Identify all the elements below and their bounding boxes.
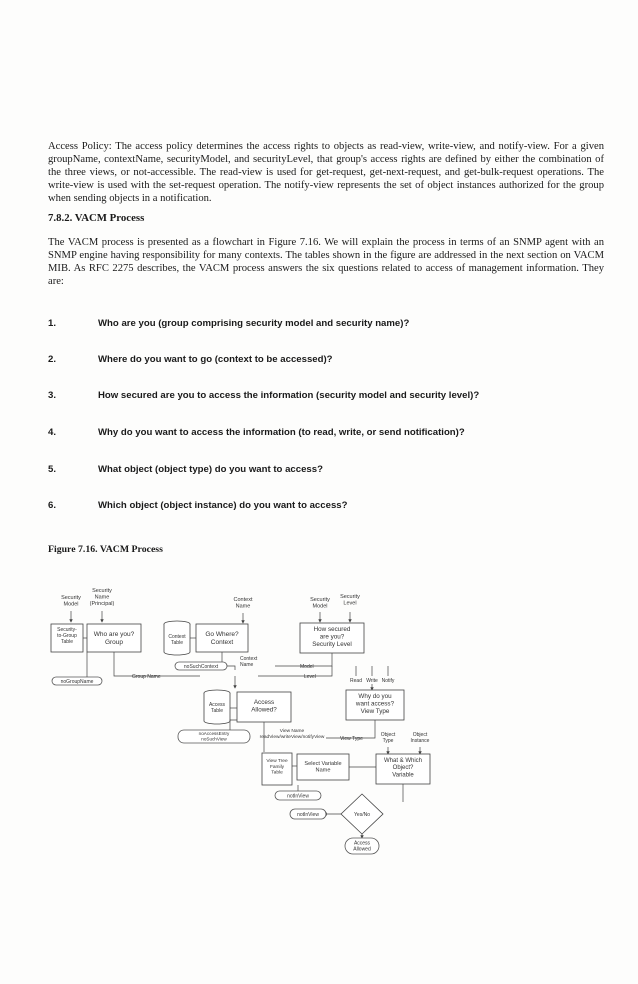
object-instance-label: Object Instance [410, 732, 430, 744]
model-label: Model [300, 664, 314, 670]
access-allowed-end-label: Access Allowed [353, 840, 371, 853]
figure-caption: Figure 7.16. VACM Process [48, 544, 163, 555]
security-model-input-label: Security Model [61, 595, 81, 608]
list-item-number: 4. [48, 427, 57, 438]
yes-no-label: Yes/No [354, 812, 370, 818]
access-policy-paragraph: Access Policy: The access policy determines the access rights to objects as read-view, write-view, and notify-view. For a given groupName, contextName, securityModel, and securityLevel, that group's access rights are defined by either the combination of the three views, or not-accessible. The read-view is used for get-request, get-next-request, and get-bulk-request operations. The write-view is used with the set-request operation. The notify-view represents the set of object instances authorized for the group when sending objects in a notification. [48, 141, 604, 205]
list-item-number: 1. [48, 318, 57, 329]
security-to-group-table-label: Security-to-Group Table [57, 627, 77, 645]
security-level-input-label: Security Level [340, 594, 360, 607]
list-item [48, 427, 608, 441]
security-name-input-label: Security Name (Principal) [89, 588, 115, 608]
list-item [48, 318, 608, 332]
list-item-text: Which object (object instance) do you want to access? [98, 500, 348, 511]
how-secured-label: How secured are you? Security Level [312, 626, 352, 649]
write-label: Write [366, 678, 378, 684]
not-in-view-label-1: notInView [287, 793, 309, 800]
list-item [48, 354, 608, 368]
view-type-label: View Type [340, 736, 363, 742]
view-tree-family-table-label: View Tree Family Table [266, 759, 288, 776]
no-group-name-label: noGroupName [60, 679, 94, 685]
list-item-text: Where do you want to go (context to be accessed)? [98, 354, 333, 365]
read-label: Read [350, 678, 362, 684]
security-model-2-label: Security Model [310, 597, 330, 610]
notify-label: Notify [381, 678, 395, 684]
list-item-number: 5. [48, 464, 57, 475]
access-allowed-label: Access Allowed? [251, 699, 277, 714]
list-item-text: What object (object type) do you want to access? [98, 464, 323, 475]
vacm-intro-paragraph: The VACM process is presented as a flowchart in Figure 7.16. We will explain the process in terms of an SNMP agent with an SNMP engine having responsibility for many contexts. The tables shown in the figure are addressed in the next section on VACM MIB. As RFC 2275 describes, the VACM process answers the six questions related to access of management information. They are: [48, 237, 604, 288]
access-table-label: Access Table [208, 702, 226, 714]
no-such-context-label: noSuchContext [183, 664, 219, 670]
who-are-you-label: Who are you? Group [93, 631, 135, 646]
list-item-number: 6. [48, 500, 57, 511]
list-item-number: 3. [48, 390, 57, 401]
object-type-label: Object Type [380, 732, 396, 744]
go-where-label: Go Where? Context [205, 631, 239, 646]
list-item-number: 2. [48, 354, 57, 365]
list-item-text: Why do you want to access the information (to read, write, or send notification)? [98, 427, 465, 438]
list-item [48, 500, 608, 514]
list-item [48, 464, 608, 478]
no-access-entry-label: noAccessEntry noSuchView [198, 731, 230, 742]
group-name-label: Group Name [132, 674, 161, 680]
list-item [48, 390, 608, 404]
select-variable-name-label: Select Variable Name [304, 761, 342, 774]
context-table-label: Context Table [168, 634, 186, 646]
section-heading: 7.8.2. VACM Process [48, 212, 145, 224]
not-in-view-label-2: notInView [297, 812, 319, 818]
list-item-text: How secured are you to access the information (security model and security level)? [98, 390, 480, 401]
what-and-which-label: What & Which Object? Variable [383, 758, 423, 779]
vacm-flowchart [0, 580, 638, 880]
context-name-input-label: Context Name [233, 597, 253, 610]
why-do-you-want-label: Why do you want access? View Type [355, 693, 395, 716]
level-label: Level [304, 674, 316, 680]
context-name-output-label: Context Name [240, 656, 258, 668]
view-name-label: View Name readView/writeView/notifyView [259, 729, 325, 740]
list-item-text: Who are you (group comprising security model and security name)? [98, 318, 410, 329]
